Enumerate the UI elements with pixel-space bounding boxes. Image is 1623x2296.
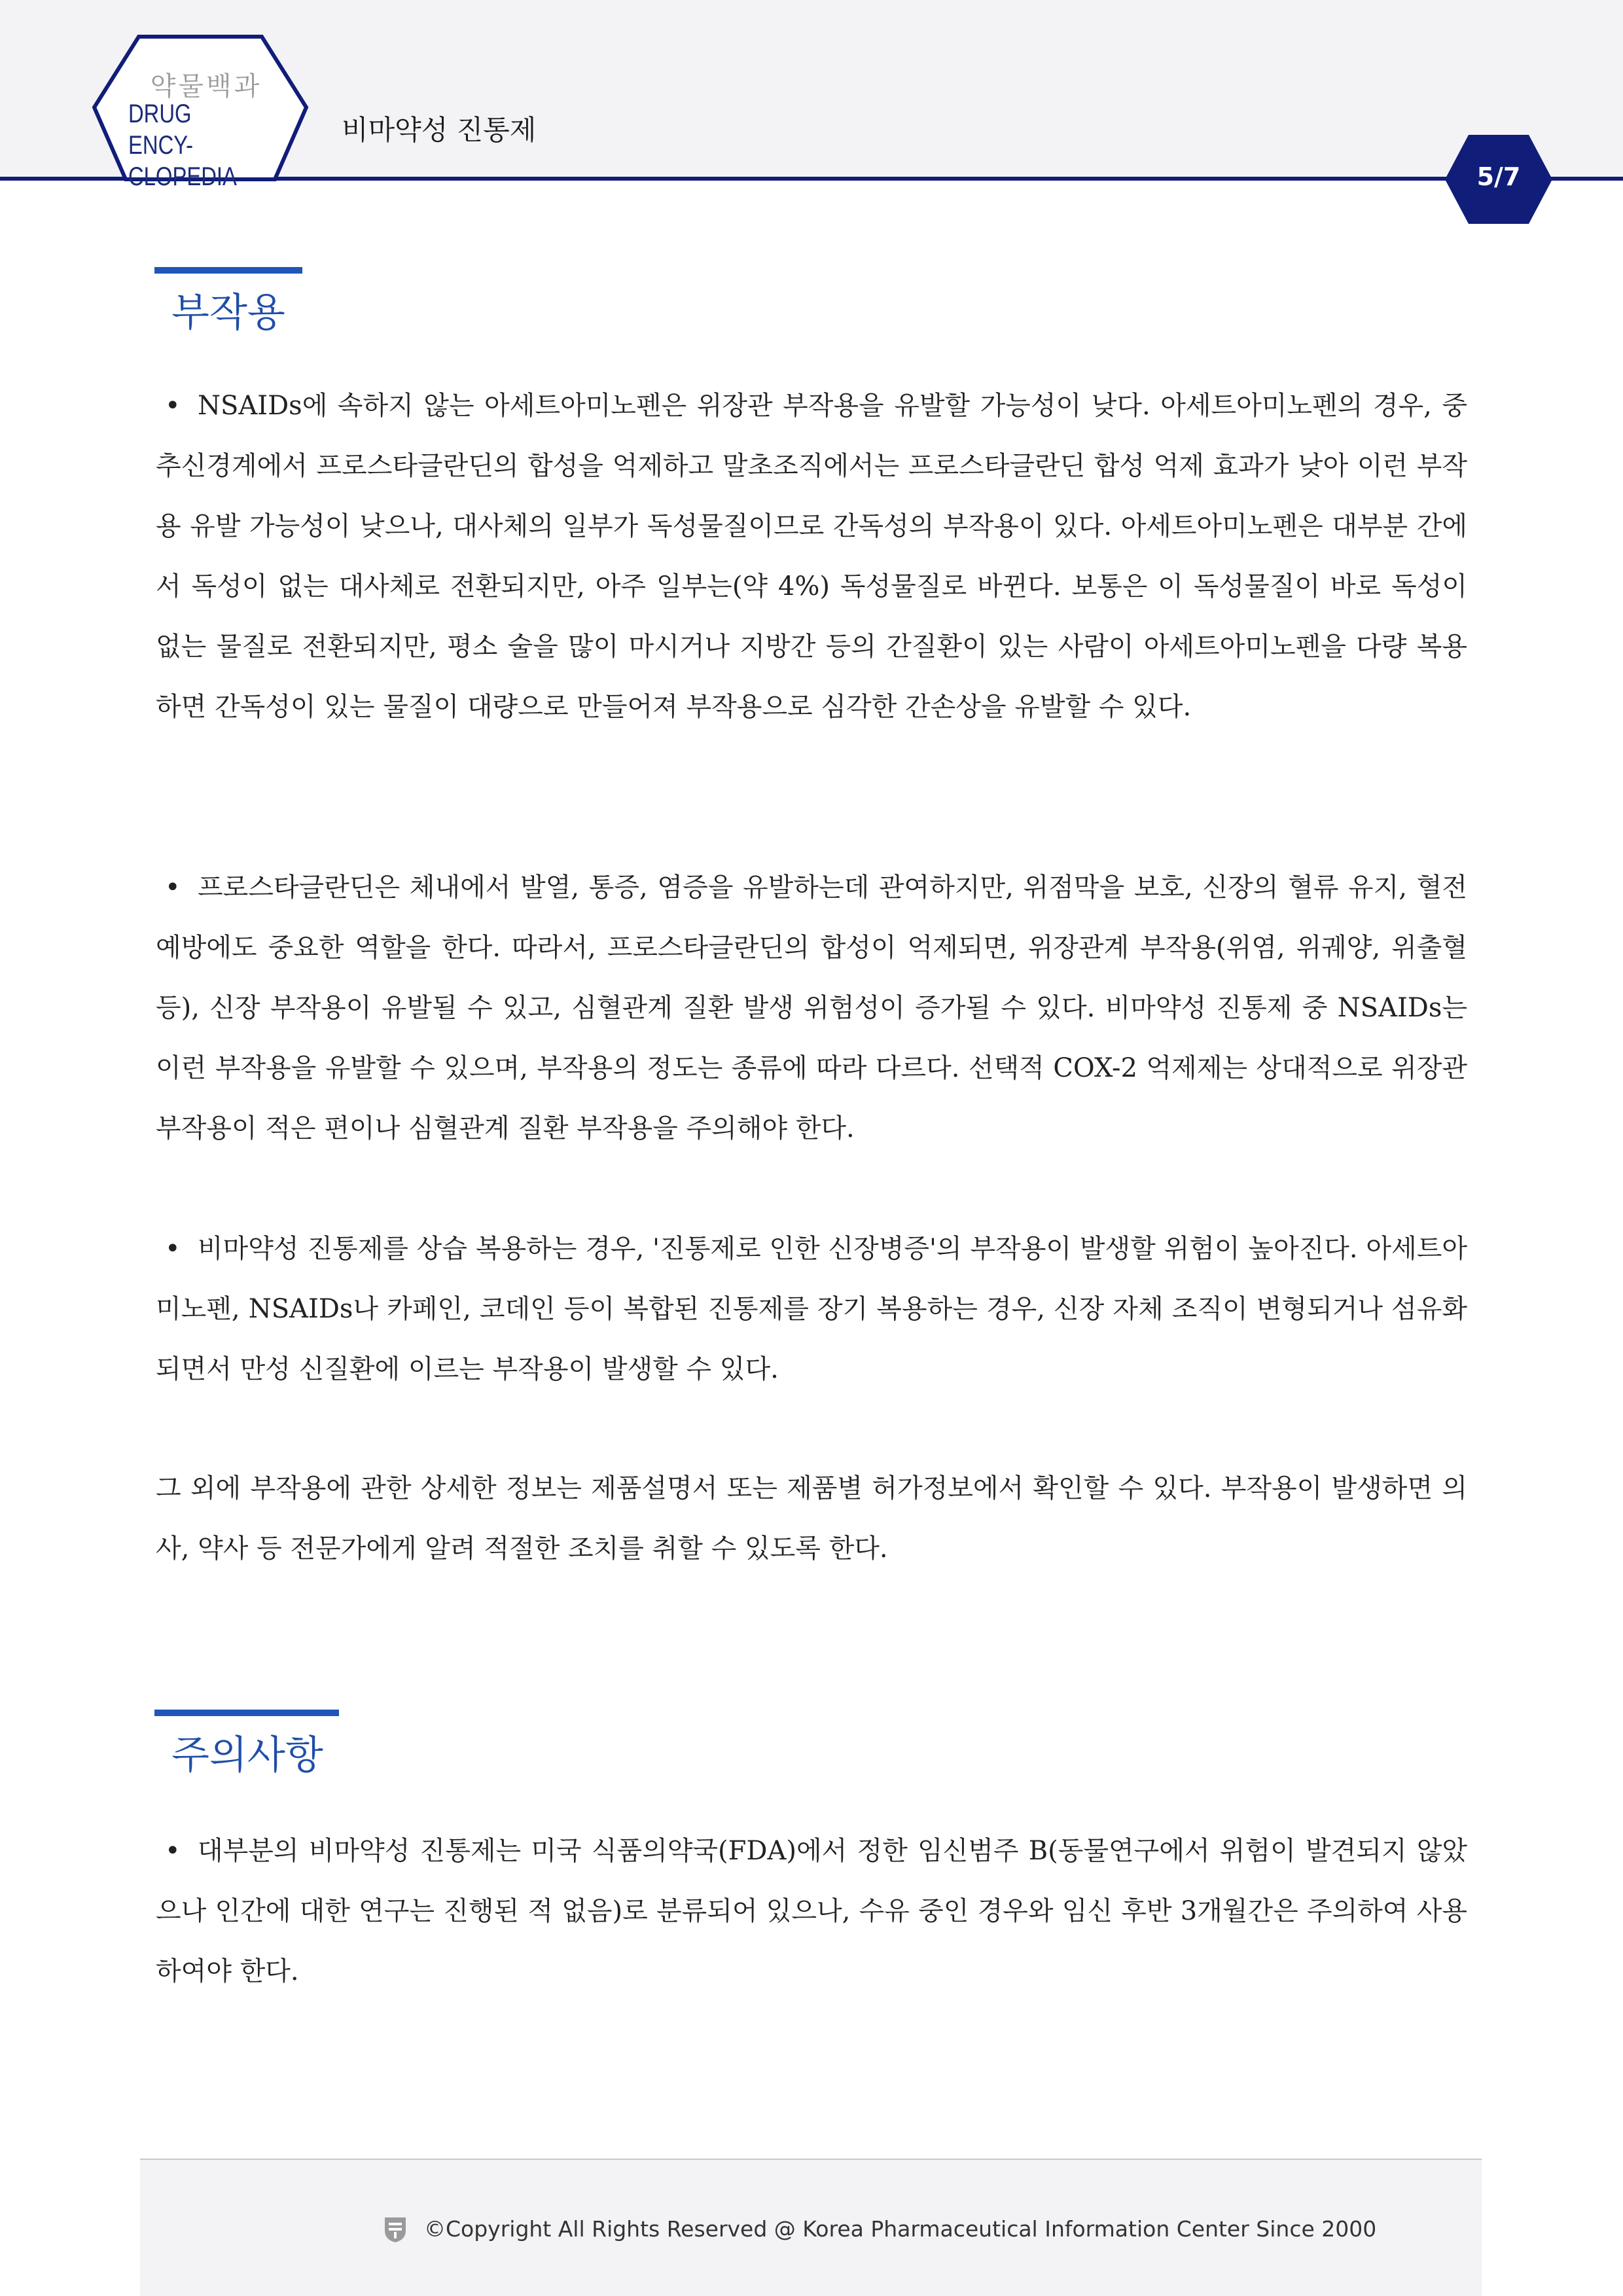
paragraph-text: 대부분의 비마약성 진통제는 미국 식품의약국(FDA)에서 정한 임신범주 B(동물연구에서 위험이 발견되지 않았으나 인간에 대한 연구는 진행된 적 없음)로 분류되어 있으나, 수유 중인 경우와 임신 후반 3개월간은 주의하여 사용하여야 한다. bbox=[156, 1836, 1467, 1986]
footer-copyright: ©Copyright All Rights Reserved @ Korea Pharmaceutical Information Center Since 2000 bbox=[424, 2216, 1377, 2242]
bullet-icon: • bbox=[165, 1836, 181, 1866]
bullet-icon: • bbox=[165, 391, 181, 421]
kpic-shield-icon bbox=[382, 2215, 408, 2244]
logo-english-line2: CLOPEDIA bbox=[128, 162, 237, 191]
paragraph-side-effects-3 bbox=[156, 1219, 1467, 1399]
logo-english-line1: DRUG ENCY- bbox=[128, 99, 194, 160]
section-title-precautions: 주의사항 bbox=[171, 1732, 323, 1778]
bullet-icon: • bbox=[165, 1234, 181, 1264]
logo-korean: 약물백과 bbox=[150, 71, 262, 101]
section-title-side-effects: 부작용 bbox=[171, 290, 285, 336]
paragraph-precautions-1 bbox=[156, 1821, 1467, 2001]
paragraph-text: 비마약성 진통제를 상습 복용하는 경우, '진통제로 인한 신장병증'의 부작용이 발생할 위험이 높아진다. 아세트아미노펜, NSAIDs나 카페인, 코데인 등이 복합된 진통제를 장기 복용하는 경우, 신장 자체 조직이 변형되거나 섬유화되면서 만성 신질환에 이르는 부작용이 발생할 수 있다. bbox=[156, 1234, 1467, 1384]
bullet-icon: • bbox=[165, 872, 181, 903]
page-indicator: 5/7 bbox=[1476, 162, 1521, 191]
section-accent-bar bbox=[154, 1710, 339, 1716]
paragraph-side-effects-4 bbox=[156, 1458, 1467, 1579]
document-title: 비마약성 진통제 bbox=[342, 114, 537, 146]
paragraph-text: NSAIDs에 속하지 않는 아세트아미노펜은 위장관 부작용을 유발할 가능성이 낮다. 아세트아미노펜의 경우, 중추신경계에서 프로스타글란딘의 합성을 억제하고 말초조직에서는 프로스타글란딘 합성 억제 효과가 낮아 이런 부작용 유발 가능성이 낮으나, 대사체의 일부가 독성물질이므로 간독성의 부작용이 있다. 아세트아미노펜은 대부분 간에서 독성이 없는 대사체로 전환되지만, 아주 일부는(약 4%) 독성물질로 바뀐다. 보통은 이 독성물질이 바로 독성이 없는 물질로 전환되지만, 평소 술을 많이 마시거나 지방간 등의 간질환이 있는 사람이 아세트아미노펜을 다량 복용하면 간독성이 있는 물질이 대량으로 만들어져 부작용으로 심각한 간손상을 유발할 수 있다. bbox=[156, 391, 1467, 722]
paragraph-side-effects-1 bbox=[156, 376, 1467, 737]
paragraph-text: 프로스타글란딘은 체내에서 발열, 통증, 염증을 유발하는데 관여하지만, 위점막을 보호, 신장의 혈류 유지, 혈전 예방에도 중요한 역할을 한다. 따라서, 프로스타글란딘의 합성이 억제되면, 위장관계 부작용(위염, 위궤양, 위출혈 등), 신장 부작용이 유발될 수 있고, 심혈관계 질환 발생 위험성이 증가될 수 있다. 비마약성 진통제 중 NSAIDs는 이런 부작용을 유발할 수 있으며, 부작용의 정도는 종류에 따라 다르다. 선택적 COX-2 억제제는 상대적으로 위장관 부작용이 적은 편이나 심혈관계 질환 부작용을 주의해야 한다. bbox=[156, 872, 1467, 1143]
section-accent-bar bbox=[154, 267, 302, 274]
paragraph-side-effects-2 bbox=[156, 857, 1467, 1158]
logo-english bbox=[128, 98, 257, 192]
paragraph-text: 그 외에 부작용에 관한 상세한 정보는 제품설명서 또는 제품별 허가정보에서 확인할 수 있다. 부작용이 발생하면 의사, 약사 등 전문가에게 알려 적절한 조치를 취할 수 있도록 한다. bbox=[156, 1473, 1467, 1564]
